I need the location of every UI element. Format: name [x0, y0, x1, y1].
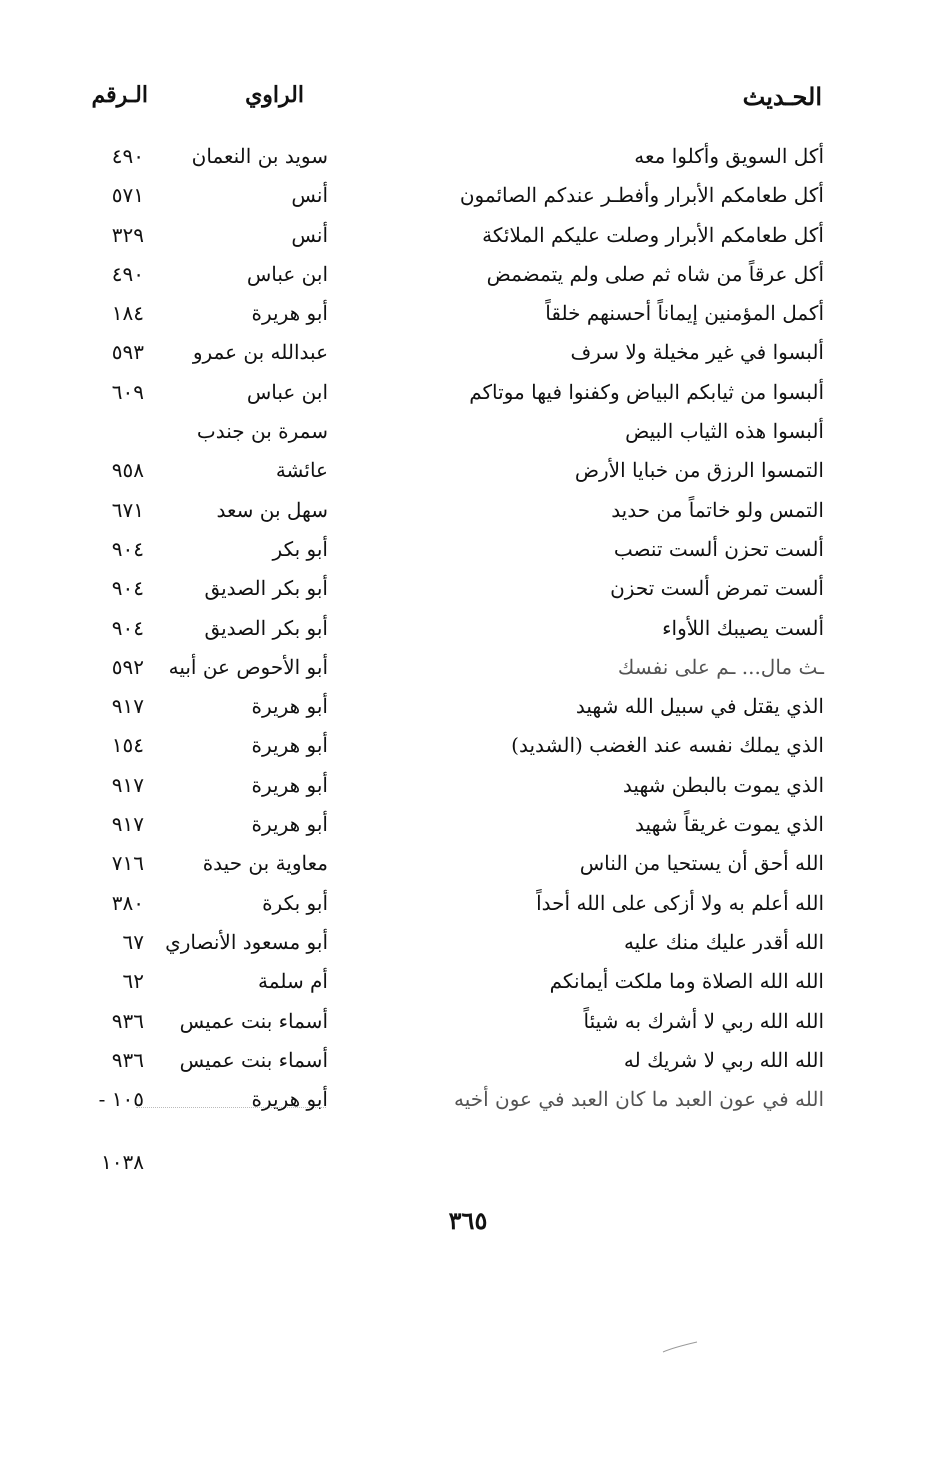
table-row [0, 928, 936, 967]
narrator: أبو الأحوص عن أبيه [168, 654, 328, 679]
hadith-text: التمسوا الرزق من خبايا الأرض [574, 458, 824, 483]
hadith-text: أكمل المؤمنين إيماناً أحسنهم خلقاً [545, 301, 824, 326]
narrator: ابن عباس [246, 261, 328, 286]
table-row [0, 456, 936, 495]
hadith-number: ٥٩٣ [111, 340, 144, 365]
narrator: ابن عباس [246, 379, 328, 404]
hadith-text: الله أقدر عليك منك عليه [623, 929, 824, 954]
narrator: عائشة [275, 458, 328, 483]
hadith-text: ألست يصيبك اللأواء [662, 615, 824, 640]
narrator: أبو هريرة [251, 733, 328, 758]
narrator: أبو هريرة [251, 772, 328, 797]
hadith-number: ٦٧ [122, 929, 144, 954]
table-row [0, 771, 936, 810]
hadith-text: ألبسوا من ثيابكم البياض وكفنوا فيها موتاكم [469, 379, 824, 404]
hadith-number: ٣٨٠ [111, 890, 144, 915]
narrator: أبو هريرة [251, 301, 328, 326]
hadith-text: الله الله ربي لا شريك له [623, 1047, 824, 1072]
table-row [0, 1085, 936, 1124]
narrator: أنس [291, 222, 328, 247]
hadith-text: ـث مال... ـم على نفسك [617, 654, 824, 679]
table-row [0, 849, 936, 888]
hadith-text: أكل طعامكم الأبرار وصلت عليكم الملائكة [482, 222, 824, 247]
hadith-number: ٤٩٠ [111, 261, 144, 286]
table-row [0, 181, 936, 220]
hadith-text: أكل السويق وأكلوا معه [634, 144, 824, 168]
hadith-number: ٩٠٤ [111, 576, 144, 601]
hadith-number: ٩١٧ [111, 772, 144, 797]
hadith-number: ٩٥٨ [111, 458, 144, 483]
table-row [0, 535, 936, 574]
narrator: أسماء بنت عميس [179, 1047, 328, 1072]
narrator: أبو مسعود الأنصاري [165, 929, 328, 954]
continuation-number: ١٠٣٨ [101, 1150, 144, 1174]
hadith-text: ألبسوا هذه الثياب البيض [625, 419, 824, 444]
table-row [0, 338, 936, 377]
narrator: سويد بن النعمان [191, 144, 328, 168]
table-row [0, 810, 936, 849]
hadith-number: ٩١٧ [111, 694, 144, 719]
table-row [0, 692, 936, 731]
narrator: أم سلمة [258, 969, 328, 994]
hadith-number: ٩١٧ [111, 812, 144, 837]
narrator: سمرة بن جندب [196, 419, 328, 444]
hadith-number: ٦٧١ [111, 497, 144, 522]
narrator: أبو هريرة [251, 1087, 328, 1112]
header-hadith: الحـديث [742, 82, 822, 111]
hadith-number: ٩٠٤ [111, 536, 144, 561]
narrator: أبو هريرة [251, 812, 328, 837]
table-row [0, 614, 936, 653]
hadith-number: ٩٠٤ [111, 615, 144, 640]
hadith-number: ١٠٥ - [98, 1087, 144, 1112]
hadith-number: ١٥٤ [111, 733, 144, 758]
hadith-text: الذي يموت غريقاً شهيد [635, 812, 824, 837]
narrator: سهل بن سعد [216, 497, 328, 522]
table-row [0, 142, 936, 181]
table-row [0, 1046, 936, 1085]
hadith-text: الله الله ربي لا أشرك به شيئاً [583, 1008, 824, 1033]
hadith-number: ٦٢ [122, 969, 144, 994]
hadith-number: ٤٩٠ [111, 144, 144, 168]
header-rawi: الراوي [245, 82, 304, 108]
narrator: أبو بكر [272, 536, 328, 561]
table-row [0, 221, 936, 260]
table-row [0, 378, 936, 417]
narrator: أسماء بنت عميس [179, 1008, 328, 1033]
table-row [0, 417, 936, 456]
narrator: أبو هريرة [251, 694, 328, 719]
narrator: أبو بكر الصديق [204, 615, 328, 640]
table-row [0, 496, 936, 535]
table-row [0, 574, 936, 613]
hadith-text: الذي يموت بالبطن شهيد [622, 772, 824, 797]
hadith-text: الذي يقتل في سبيل الله شهيد [575, 694, 824, 719]
hadith-number: ٥٩٢ [111, 654, 144, 679]
hadith-text: ألست تمرض ألست تحزن [610, 576, 824, 601]
hadith-text: الذي يملك نفسه عند الغضب (الشديد) [511, 733, 824, 758]
narrator: أبو بكر الصديق [204, 576, 328, 601]
hadith-number: ٥٧١ [111, 183, 144, 208]
hadith-number: ٦٠٩ [111, 379, 144, 404]
hadith-text: الله أعلم به ولا أزكى على الله أحداً [536, 890, 824, 915]
hadith-text: أكل طعامكم الأبرار وأفطـر عندكم الصائمون [459, 183, 824, 208]
table-row [0, 731, 936, 770]
hadith-text: الله أحق أن يستحيا من الناس [579, 851, 824, 876]
narrator: أنس [291, 183, 328, 208]
hadith-text: الله الله الصلاة وما ملكت أيمانكم [549, 969, 824, 994]
table-row [0, 260, 936, 299]
hadith-number: ٩٣٦ [111, 1008, 144, 1033]
hadith-number: ٩٣٦ [111, 1047, 144, 1072]
table-row [0, 889, 936, 928]
page-number: ٣٦٥ [448, 1206, 488, 1235]
hadith-number: ٣٢٩ [111, 222, 144, 247]
table-row [0, 1007, 936, 1046]
hadith-number: ١٨٤ [111, 301, 144, 326]
narrator: أبو بكرة [262, 890, 328, 915]
table-row [0, 299, 936, 338]
header-number: الـرقم [91, 82, 148, 108]
scan-smudge-mark [662, 1340, 698, 1354]
table-row [0, 653, 936, 692]
hadith-text: التمس ولو خاتماً من حديد [611, 497, 824, 522]
narrator: عبدالله بن عمرو [192, 340, 328, 365]
hadith-text: الله في عون العبد ما كان العبد في عون أخيه [453, 1087, 824, 1112]
hadith-text: ألبسوا في غير مخيلة ولا سرف [570, 340, 824, 365]
narrator: معاوية بن حيدة [202, 851, 328, 876]
hadith-number: ٧١٦ [111, 851, 144, 876]
table-row [0, 967, 936, 1006]
hadith-index-list [0, 142, 936, 1124]
hadith-text: ألست تحزن ألست تنصب [613, 536, 824, 561]
hadith-text: أكل عرقاً من شاه ثم صلى ولم يتمضمض [486, 261, 824, 286]
table-header [0, 82, 936, 122]
